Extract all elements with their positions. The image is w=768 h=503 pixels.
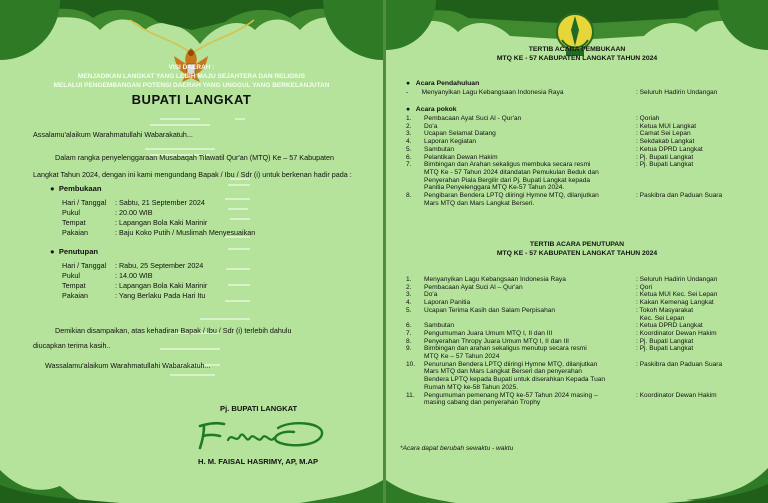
opening-agenda-item-number: 6.: [406, 153, 412, 161]
opening-agenda-item-text: Bimbingan dan Arahan sekaligus membuka secara resmi: [424, 161, 591, 169]
signatory-name: H. M. FAISAL HASRIMY, AP, M.AP: [198, 457, 319, 466]
closing-agenda-item-pic: : Paskibra dan Paduan Suara: [636, 360, 723, 368]
penutupan-time-value: : 14.00 WIB: [115, 271, 153, 280]
visi-line-1: MENJADIKAN LANGKAT YANG LEBIH MAJU SEJAHTERA DAN RELIGIUS: [77, 73, 306, 80]
closing-agenda-item-number: 10.: [406, 360, 416, 368]
pendahuluan-item: - Menyanyikan Lagu Kebangsaan Indonesia Raya: [406, 89, 564, 96]
opening-agenda-item-pic: : Pj. Bupati Langkat: [636, 153, 694, 161]
ornament-bottom-right: [386, 462, 768, 503]
greeting-opening: Assalamu'alaikum Warahmatullahi Wabarakatuh...: [33, 130, 193, 139]
opening-agenda-item-text: Sambutan: [424, 145, 455, 153]
closing-agenda-item-text: Sambutan: [424, 322, 455, 330]
pembukaan-time-value: : 20.00 WIB: [115, 208, 153, 217]
closing-agenda-item-number: 5.: [406, 306, 412, 314]
closing-agenda-item-number: 4.: [406, 299, 412, 307]
opening-agenda-item-text: MTQ Ke - 57 Tahun 2024 ditandatan Pemukulan Beduk dan: [424, 168, 599, 176]
closing-agenda-item-pic: : Pj. Bupati Langkat: [636, 345, 694, 353]
closing-agenda-item-text: Pengumuman pemenang MTQ ke-57 Tahun 2024 masing –: [424, 391, 598, 399]
closing-agenda-item-number: 2.: [406, 283, 412, 291]
pembukaan-attire-label: Pakaian: [62, 228, 88, 237]
closing-agenda-item-pic: Kec. Sei Lepan: [636, 314, 685, 322]
opening-agenda-item-pic: : Pj. Bupati Langkat: [636, 161, 694, 169]
opening-agenda-item-number: 8.: [406, 192, 412, 199]
invitation-right-page: [386, 0, 768, 503]
opening-agenda-item-pic: : Sekdakab Langkat: [636, 138, 695, 146]
closing-agenda-item-pic: : Ketua DPRD Langkat: [636, 322, 703, 330]
closing-agenda-item-text: Pengumuman Juara Umum MTQ I, II dan III: [424, 329, 553, 337]
opening-agenda-item-text: Panitia Penyelenggara MTQ Ke-57 Tahun 2024.: [424, 184, 565, 192]
closing-agenda-item-pic: : Pj. Bupati Langkat: [636, 337, 694, 345]
opening-agenda-item-number: 3.: [406, 130, 412, 138]
visi-line-2: MELALUI PENGEMBANGAN POTENSI DAERAH YANG UNGGUL YANG BERKELANJUTAN: [53, 82, 330, 89]
closing-agenda-item-number: 3.: [406, 291, 412, 299]
pokok-heading: ● Acara pokok: [406, 106, 457, 113]
closing-agenda-item-number: 9.: [406, 345, 412, 353]
closing-agenda-item-text: Mars MTQ dan Mars Langkat Berseri dan penyerahan: [424, 368, 582, 376]
closing-agenda-item-text: Do'a: [424, 291, 438, 299]
closing-agenda-item-text: Bimbingan dan arahan sekaligus menutup secara resmi: [424, 345, 587, 353]
opening-agenda-item-pic: : Ketua DPRD Langkat: [636, 145, 703, 153]
opening-title-1: TERTIB ACARA PEMBUKAAN: [528, 46, 626, 53]
penutupan-day-label: Hari / Tanggal: [62, 261, 107, 270]
pembukaan-day-value: : Sabtu, 21 September 2024: [115, 198, 205, 207]
closing-agenda-item-text: Menyanyikan Lagu Kebangsaan Indonesia Raya: [424, 276, 566, 283]
closing-agenda-item-text: Penurunan Bendera LPTQ diiringi Hymne MTQ, dilanjutkan: [424, 360, 598, 368]
opening-agenda-item-text: Ucapan Selamat Datang: [424, 130, 496, 138]
pembukaan-day-label: Hari / Tanggal: [62, 198, 107, 207]
closing-agenda-item-number: 6.: [406, 322, 412, 330]
bullet-icon: ●: [50, 184, 55, 193]
closing-agenda-item-number: 8.: [406, 337, 412, 345]
bullet-icon: ●: [50, 247, 55, 256]
bullet-icon: ●: [406, 80, 411, 87]
opening-agenda-item-number: 5.: [406, 145, 412, 153]
closing-agenda-item-text: Pembacaan Ayat Suci Al – Qur'an: [424, 283, 523, 291]
closing-agenda-item-text: masing cabang dan penyerahan Trophy: [424, 399, 541, 407]
pendahuluan-heading: ● Acara Pendahuluan: [406, 80, 480, 87]
bupati-title: BUPATI LANGKAT: [131, 92, 252, 107]
penutupan-place-value: : Lapangan Bola Kaki Marinir: [115, 281, 208, 290]
pembukaan-place-label: Tempat: [62, 218, 86, 227]
closing-agenda-item-number: 1.: [406, 276, 412, 283]
intro-line-2: Langkat Tahun 2024, dengan ini kami mengundang Bapak / Ibu / Sdr (i) untuk berkenan hadir pada :: [33, 170, 352, 179]
closing-agenda-item-text: Bendera LPTQ kepada Bupati untuk diserahkan Kepada Tuan: [424, 376, 606, 384]
opening-agenda-item-number: 2.: [406, 122, 412, 130]
penutupan-heading: ● Penutupan: [50, 247, 99, 256]
pendahuluan-pic: : Seluruh Hadirin Undangan: [636, 89, 718, 96]
opening-agenda-item-pic: : Camat Sei Lepan: [636, 130, 691, 138]
closing-agenda-item-text: Ucapan Terima Kasih dan Salam Perpisahan: [424, 306, 556, 314]
signature-icon: [194, 418, 334, 452]
penutupan-day-value: : Rabu, 25 September 2024: [115, 261, 204, 270]
opening-agenda-item-text: Pelantikan Dewan Hakim: [424, 153, 498, 161]
pembukaan-attire-value: : Baju Koko Putih / Muslimah Menyesuaikan: [115, 228, 256, 237]
closing-agenda-item-number: 11.: [406, 391, 415, 399]
penutupan-time-label: Pukul: [62, 271, 80, 280]
greeting-closing: Wassalamu'alaikum Warahmatullahi Wabarakatuh...: [45, 361, 211, 370]
change-note: *Acara dapat berubah sewaktu - waktu: [400, 445, 514, 452]
closing-agenda-item-pic: : Qori: [636, 283, 653, 291]
opening-title-2: MTQ KE - 57 KABUPATEN LANGKAT TAHUN 2024: [496, 55, 658, 62]
closing-line-2: diucapkan terima kasih..: [33, 341, 111, 350]
closing-agenda-item-text: Laporan Panitia: [424, 299, 471, 307]
opening-agenda-item-pic: : Qoriah: [636, 115, 660, 122]
opening-agenda-item-number: 1.: [406, 115, 412, 122]
penutupan-place-label: Tempat: [62, 281, 86, 290]
closing-agenda-item-pic: : Kakan Kemenag Langkat: [636, 299, 714, 307]
pembukaan-time-label: Pukul: [62, 208, 80, 217]
pembukaan-place-value: : Lapangan Bola Kaki Marinir: [115, 218, 208, 227]
closing-agenda-item-text: Rumah MTQ ke-58 Tahun 2025.: [424, 383, 519, 391]
signatory-title: Pj. BUPATI LANGKAT: [220, 404, 298, 413]
closing-agenda-item-text: MTQ Ke – 57 Tahun 2024: [424, 353, 500, 360]
opening-agenda-item-pic: : Paskibra dan Paduan Suara: [636, 192, 723, 199]
opening-agenda-item-text: Penyerahan Piala Bergilir dari Pj. Bupati Langkat kepada: [424, 176, 591, 184]
closing-title-2: MTQ KE - 57 KABUPATEN LANGKAT TAHUN 2024: [496, 250, 658, 257]
closing-agenda-item-pic: : Koordinator Dewan Hakim: [636, 329, 717, 337]
opening-agenda-item-text: Pengibaran Bendera LPTQ diiringi Hymne MTQ, dilanjutkan: [424, 192, 599, 199]
invitation-left-page: [0, 0, 383, 503]
closing-agenda-item-number: 7.: [406, 329, 412, 337]
closing-agenda-item-text: Penyerahan Thropy Juara Umum MTQ I, II dan III: [424, 337, 570, 345]
opening-agenda-item-number: 7.: [406, 161, 412, 169]
closing-agenda-item-pic: : Ketua MUI Kec. Sei Lepan: [636, 291, 718, 299]
opening-agenda-item-text: Do'a: [424, 122, 438, 130]
opening-agenda-item-text: Pembacaan Ayat Suci Al - Qur'an: [424, 115, 522, 122]
closing-agenda-item-pic: : Tokoh Masyarakat: [636, 306, 694, 314]
opening-agenda-item-pic: : Ketua MUI Langkat: [636, 122, 697, 130]
opening-agenda-item-text: Laporan Kegiatan: [424, 138, 477, 146]
ornament-bottom-left: [0, 460, 383, 503]
visi-label: VISI DAERAH :: [168, 64, 215, 71]
closing-line-1: Demikian disampaikan, atas kehadiran Bapak / Ibu / Sdr (i) terlebih dahulu: [55, 326, 292, 335]
pembukaan-heading: ● Pembukaan: [50, 184, 102, 193]
penutupan-attire-value: : Yang Berlaku Pada Hari Itu: [115, 291, 206, 300]
opening-agenda-item-text: Mars MTQ dan Mars Langkat Berseri.: [424, 199, 535, 207]
bullet-icon: ●: [406, 106, 411, 113]
closing-title-1: TERTIB ACARA PENUTUPAN: [529, 241, 625, 248]
opening-agenda-item-number: 4.: [406, 138, 412, 146]
closing-agenda-item-pic: : Seluruh Hadirin Undangan: [636, 276, 718, 283]
penutupan-attire-label: Pakaian: [62, 291, 88, 300]
intro-line-1: Dalam rangka penyelenggaraan Musabaqah Tilawatil Qur'an (MTQ) Ke – 57 Kabupaten: [55, 153, 335, 162]
closing-agenda-item-pic: : Koordinator Dewan Hakim: [636, 391, 717, 399]
